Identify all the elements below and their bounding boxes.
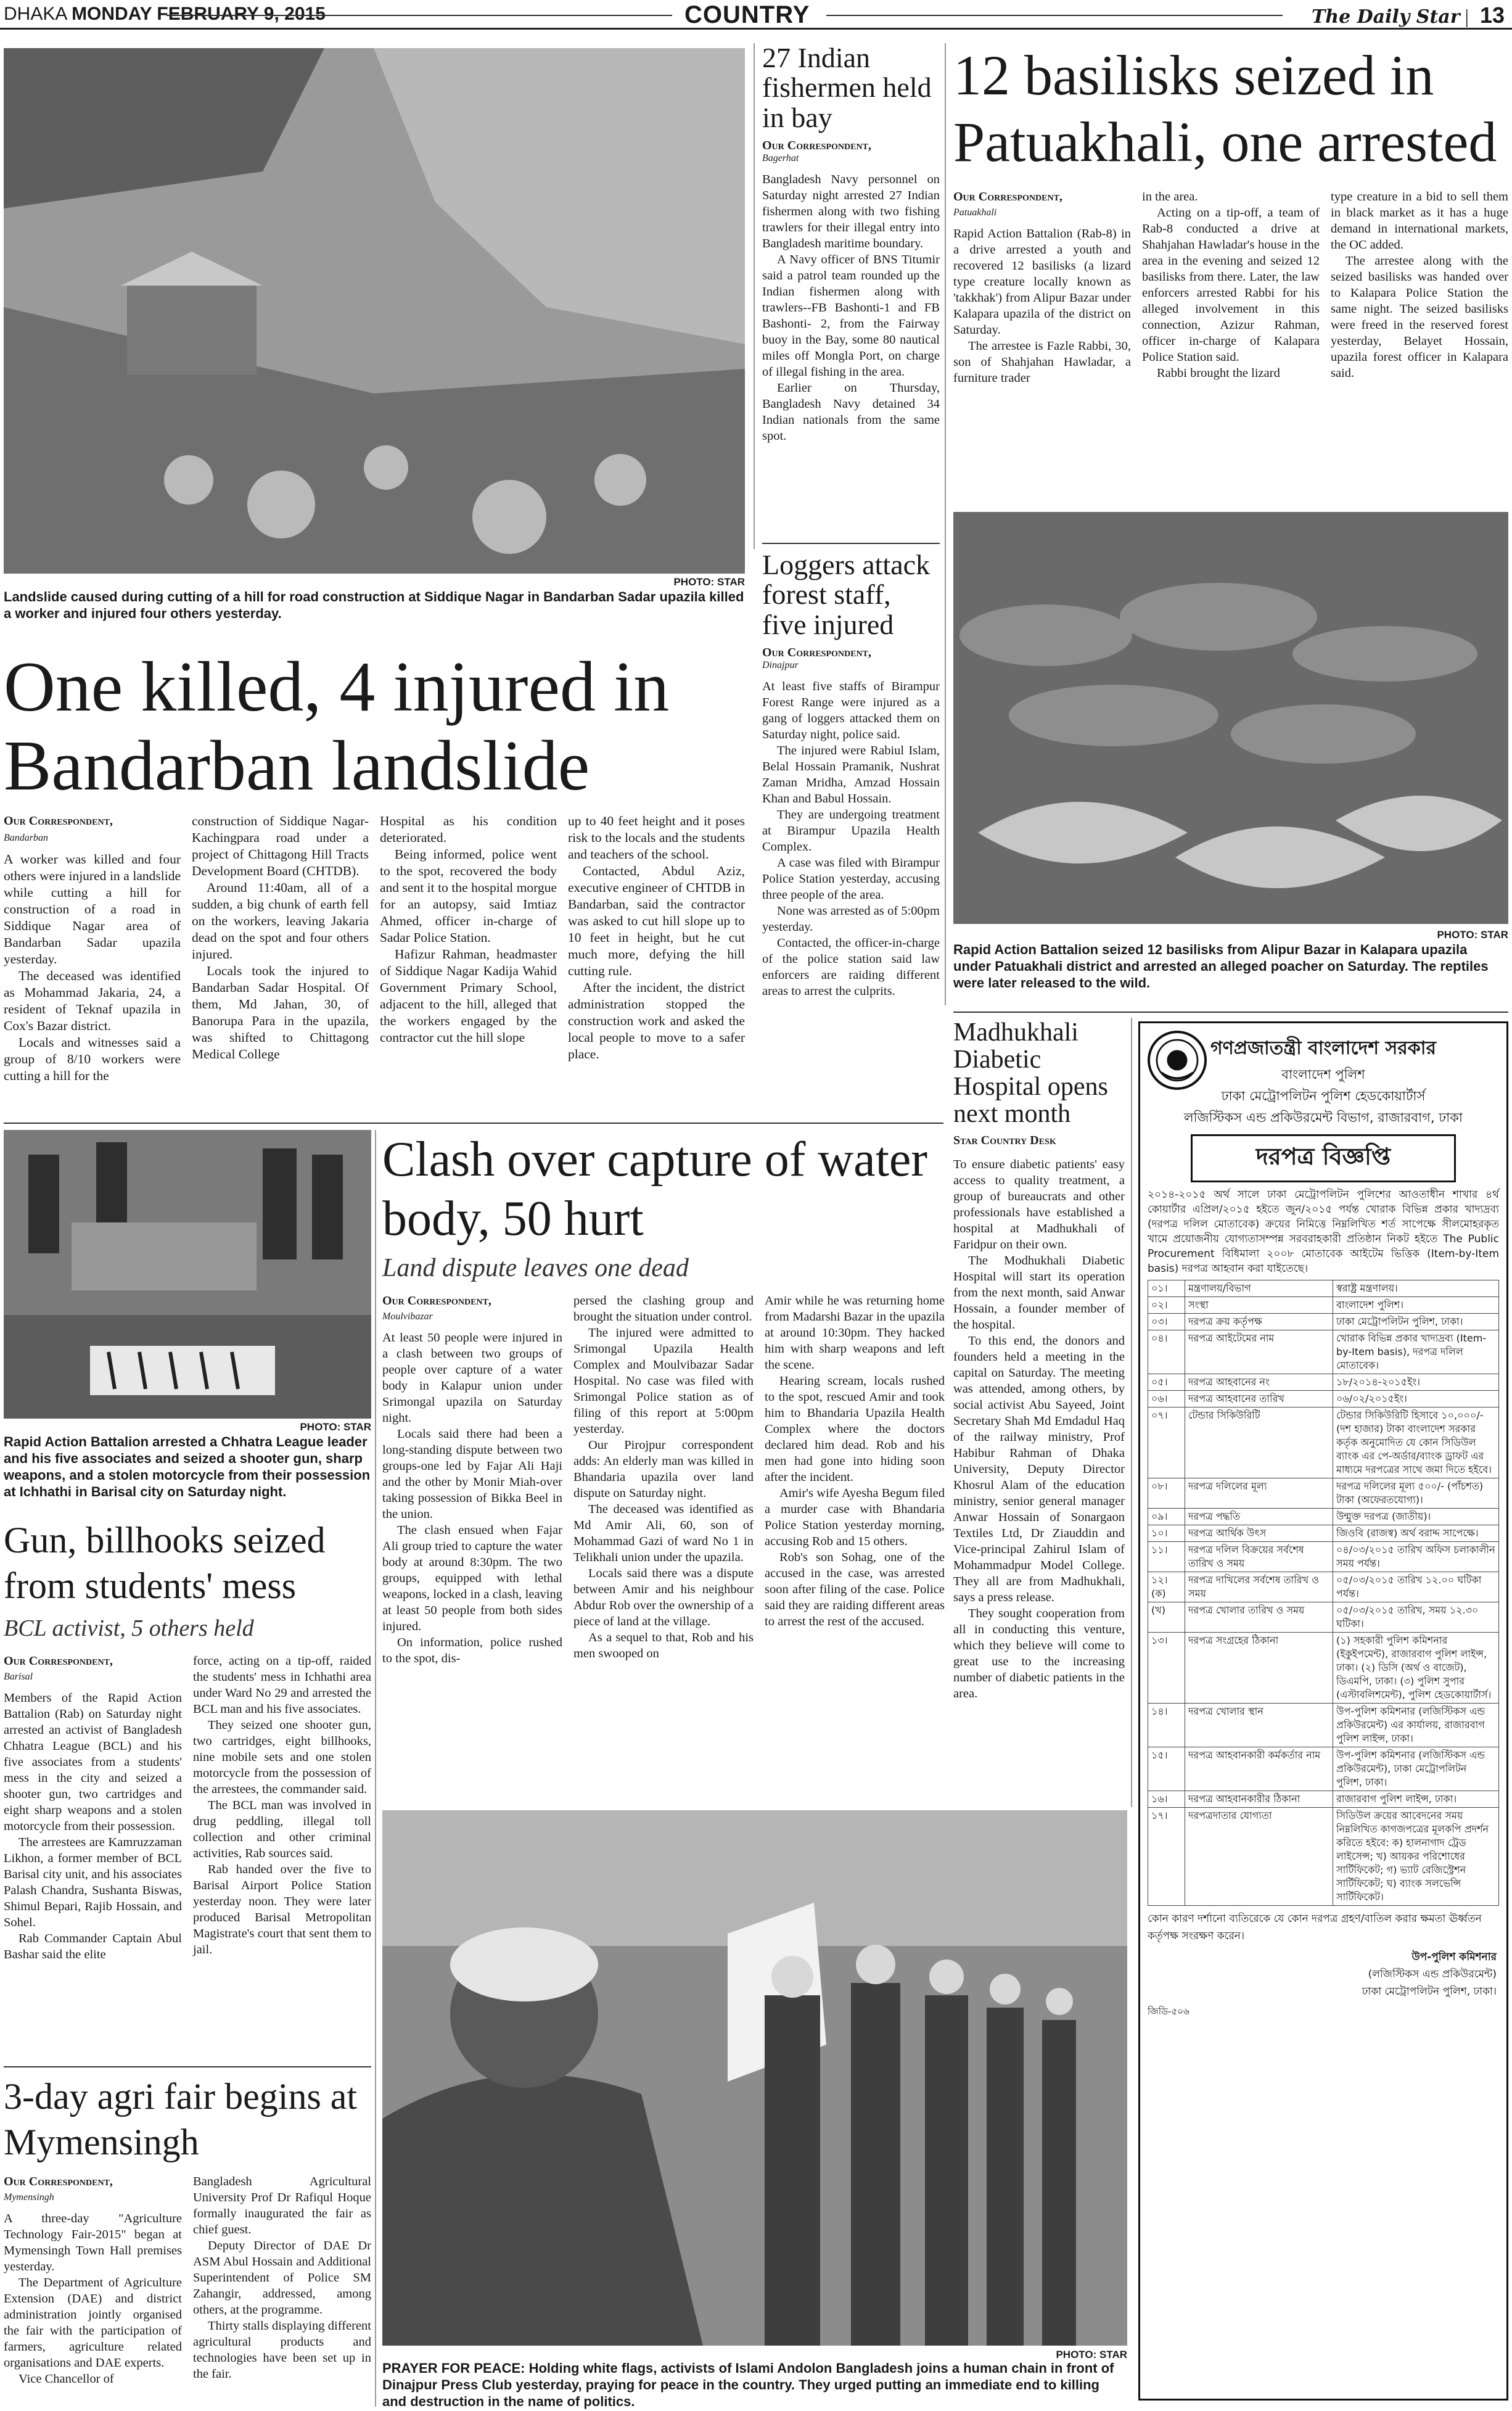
notice-cell: রাজারবাগ পুলিশ লাইন্স, ঢাকা। — [1333, 1791, 1499, 1808]
header-masthead: The Daily Star | 13 — [1311, 2, 1505, 28]
clash-headline: Clash over capture of water body, 50 hurt — [382, 1132, 928, 1246]
notice-row — [1148, 1478, 1499, 1509]
notice-cell: স্বরাষ্ট্র মন্ত্রণালয়। — [1333, 1280, 1499, 1297]
column-rule — [754, 43, 755, 549]
notice-cell: ০৮। — [1148, 1478, 1185, 1509]
column-rule — [375, 1130, 376, 2407]
clash-subhead: Land dispute leaves one dead — [382, 1254, 689, 1282]
rab-photo — [4, 1130, 371, 1419]
gun-col-2: force, acting on a tip-off, raided the students' mess in Ichhathi area under Ward No 29 and arrested the BCL man and his five associates. They seized one shooter gun, two cartridges, eight billhooks, nine mobile sets and one stolen motorcycle from the possession of the arrestees, the commander said. The BCL man was involved in drug peddling, illegal toll collection and other criminal activities, Rab sources said. Rab handed over the five to Barisal Airport Police Station yesterday noon. They were later produced Barisal Metropolitan Magistrate's court that sent them to jail. — [193, 1654, 371, 1956]
notice-cell: সংস্থা — [1185, 1297, 1333, 1314]
agri-byline: Our Correspondent, — [4, 2175, 113, 2188]
notice-cell: দরপত্র আহবানকারী কর্মকর্তার নাম — [1185, 1747, 1333, 1791]
notice-row — [1148, 1542, 1499, 1572]
notice-cell: ০৭। — [1148, 1407, 1185, 1478]
notice-cell: ০৯। — [1148, 1509, 1185, 1525]
fishermen-article — [762, 43, 940, 444]
lizard-photo-caption: Rapid Action Battalion seized 12 basilisks from Alipur Bazar in Kalapara upazila under Patuakhali district and arrested an alleged poacher on Saturday. The reptiles were later released to the wild. — [953, 942, 1489, 991]
notice-cell: উন্মুক্ত দরপত্র (জাতীয়)। — [1333, 1509, 1499, 1525]
notice-cell: (খ) — [1148, 1602, 1185, 1633]
notice-cell: ০৪। — [1148, 1330, 1185, 1374]
notice-cell: সিডিউল ক্রয়ের আবেদনের সময় নিম্নলিখিত কাগজপত্রের মূলকপি প্রদর্শন করিতে হইবে: ক) হালনাগাদ ট্রেড লাইসেন্স; খ) আয়কর পরিশোধের সার্টিফিকেট; গ) ভ্যাট রেজিস্ট্রেশন সার্টিফিকেট; ঘ) ব্যাংক সলভেন্সি সার্টিফিকেট। — [1333, 1808, 1499, 1906]
landslide-photo-credit: PHOTO: STAR — [673, 576, 745, 588]
loggers-byline: Our Correspondent, — [762, 645, 871, 659]
landslide-dateline: Bandarban — [4, 833, 48, 843]
notice-cell: খোরাক বিভিন্ন প্রকার খাদ্যদ্রব্য (Item-by-Item basis), দরপত্র দলিল মোতাবেক। — [1333, 1330, 1499, 1374]
notice-row — [1148, 1704, 1499, 1747]
notice-cell: ০২। — [1148, 1297, 1185, 1314]
notice-row — [1148, 1572, 1499, 1602]
notice-row — [1148, 1602, 1499, 1633]
notice-cell: ১১। — [1148, 1542, 1185, 1572]
basilisks-col-1: Rapid Action Battalion (Rab-8) in a drive arrested a youth and recovered 12 basilisks (a lizard type creature locally known as 'takkhak') from Alipur Bazar under Kalapara upazila of the district on Saturday. The arrestee is Fazle Rabbi, 30, son of Shahjahan Hawladar, a furniture trader — [953, 227, 1131, 385]
notice-table — [1148, 1280, 1499, 1906]
notice-cell: দরপত্র দলিল বিক্রয়ের সর্বশেষ তারিখ ও সময় — [1185, 1542, 1333, 1572]
notice-row — [1148, 1314, 1499, 1330]
landslide-photo-caption: Landslide caused during cutting of a hill for road construction at Siddique Nagar in Bandarban Sadar upazila killed a worker and injured four others yesterday. — [4, 589, 744, 621]
fishermen-headline: 27 Indian fishermen held in bay — [762, 42, 932, 133]
notice-cell: ১৭। — [1148, 1808, 1185, 1906]
notice-cell: ০৩। — [1148, 1314, 1185, 1330]
notice-cell: ০১। — [1148, 1280, 1185, 1297]
page-header — [0, 0, 1512, 30]
notice-cell: দরপত্র দলিলের মূল্য — [1185, 1478, 1333, 1509]
notice-cell: দরপত্র খোলার তারিখ ও সময় — [1185, 1602, 1333, 1633]
section-title: COUNTRY — [684, 1, 810, 28]
fishermen-dateline: Bagerhat — [762, 152, 799, 163]
agri-col-2: Bangladesh Agricultural University Prof Dr Rafiqul Hoque formally inaugurated the fair as chief guest. Deputy Director of DAE Dr ASM Abul Hossain and Additional Superintendent of Police SM Zahangir, addressed, among others, at the programme. Thirty stalls displaying different agricultural products and technologies have been set up in the fair. — [193, 2175, 371, 2381]
notice-row — [1148, 1374, 1499, 1391]
loggers-dateline: Dinajpur — [762, 659, 799, 670]
notice-cell: দরপত্রদাতার যোগ্যতা — [1185, 1808, 1333, 1906]
fishermen-body: Bangladesh Navy personnel on Saturday night arrested 27 Indian fishermen along with two fishing trawlers for their illegal entry into Bangladesh maritime boundary. A Navy officer of BNS Titumir said a patrol team rounded up the Indian fishermen along with trawlers--FB Bashonti-1 and FB Bashonti- 2, from the Fairway buoy in the Bay, some 80 nautical miles off Mongla Port, on charge of illegal fishing in the area. Earlier on Thursday, Bangladesh Navy detained 34 Indian nationals from the same spot. — [762, 172, 940, 443]
tender-notice — [1138, 1021, 1508, 2401]
clash-byline: Our Correspondent, — [382, 1294, 491, 1308]
landslide-col-1: A worker was killed and four others were injured in a landslide while cutting a hill for construction of a road in Siddique Nagar area of Bandarban Sadar upazila yesterday. The deceased was identified as Mohammad Jakaria, 24, a resident of Teknaf upazila in Cox's Bazar district. Locals and witnesses said a group of 8/10 workers were cutting a hill for the — [4, 852, 181, 1083]
diabetic-body: To ensure diabetic patients' easy access to quality treatment, a group of bureaucrats and other professionals have established a hospital at Madhukhali of Faridpur on their own. The Modhukhali Diabetic Hospital will start its operation from the next month, said Anwar Hossain, a founder member of the hospital. To this end, the donors and founders held a meeting in the capital on Saturday. The meeting was attended, among others, by social activist Abu Sayeed, Joint Secretary Shah Md Emdadul Haq of the railway ministry, Prof Habibur Rahman of Dhaka University, Deputy Director Khosrul Alam of the education ministry, senior general manager Anwar Hossain of Sonargaon Textiles Ltd, Dr Ziauddin and Vice-principal Zahirul Islam of Mohammadpur Model College. They all are from Madhukhali, says a press release. They sought cooperation from all in conducting this venture, which they believe will come to great use to the increasing number of diabetic patients in the area. — [953, 1158, 1125, 1701]
landslide-headline: One killed, 4 injured in Bandarban landslide — [4, 648, 670, 806]
notice-cell: দরপত্র পদ্ধতি — [1185, 1509, 1333, 1525]
gun-col-1: Members of the Rapid Action Battalion (Rab) on Saturday night arrested an activist of Bangladesh Chhatra League (BCL) and his five associates from a students' mess in the city and seized a shooter gun, two cartridges and eight sharp weapons and a stolen motorcycle from their possession. The arrestees are Kamruzzaman Likhon, a former member of BCL Barisal city unit, and his associates Palash Chandra, Sushanta Biswas, Shimul Bepari, Rajib Hossain, and Sohel. Rab Commander Captain Abul Bashar said the elite — [4, 1691, 182, 1961]
loggers-headline: Loggers attack forest staff, five injured — [762, 549, 931, 640]
notice-cell: ১৮/২০১৪-২০১৫ইং। — [1333, 1374, 1499, 1391]
agri-article — [4, 2074, 371, 2387]
notice-cell: জিওবি (রাজস্ব) অর্থ বরাদ্দ সাপেক্ষে। — [1333, 1525, 1499, 1542]
notice-row — [1148, 1808, 1499, 1906]
basilisks-col-3: type creature in a bid to sell them in black market as it has a huge demand in international markets, the OC added. The arrestee along with the seized basilisks was handed over to Kalapara Police Station the same night. The seized basilisks were freed in the reserved forest yesterday, Belayet Hossain, upazila forest officer in Kalapara said. — [1331, 190, 1508, 380]
notice-hq: ঢাকা মেট্রোপলিটন পুলিশ হেডকোয়ার্টার্স — [1221, 1089, 1426, 1103]
gun-dateline: Barisal — [4, 1671, 33, 1682]
notice-row — [1148, 1407, 1499, 1478]
clash-col-3: Amir while he was returning home from Madarshi Bazar in the upazila at around 10:30pm. They hacked him with sharp weapons and left the scene. Hearing scream, locals rushed to the spot, rescued Amir and took him to Bhandaria Upazila Health Complex where the doctors declared him dead. Rob and his men had gone into hiding soon after the incident. Amir's wife Ayesha Begum filed a murder case with Bhandaria Police Station yesterday morning, accusing Rob and 15 others. Rob's son Sohag, one of the accused in the case, was arrested soon after filing of the case. Police said they are raiding different areas to arrest the rest of the accused. — [765, 1294, 945, 1628]
diabetic-headline: Madhukhali Diabetic Hospital opens next month — [953, 1018, 1108, 1129]
prayer-photo-credit: PHOTO: STAR — [1056, 2349, 1127, 2360]
column-rule — [945, 43, 946, 1005]
divider — [953, 1012, 1508, 1013]
lizard-photo — [953, 512, 1508, 924]
notice-cell: দরপত্র দাখিলের সর্বশেষ তারিখ ও সময় — [1185, 1572, 1333, 1602]
landslide-article — [4, 813, 745, 1084]
diabetic-article — [953, 1019, 1125, 1702]
notice-cell: (১) সহকারী পুলিশ কমিশনার (ইকুইপমেন্ট), রাজারবাগ পুলিশ লাইন্স, ঢাকা। (২) ডিসি (অর্থ ও বাজেট), ডিএমপি, ঢাকা। (৩) পুলিশ সুপার (এস্টাবলিশমেন্ট), পুলিশ হেডকোয়ার্টার্স। — [1333, 1633, 1499, 1704]
gun-byline: Our Correspondent, — [4, 1654, 113, 1668]
clash-article — [382, 1130, 945, 1667]
divider — [4, 1123, 943, 1124]
header-dateline: DHAKA MONDAY FEBRUARY 9, 2015 — [4, 4, 326, 24]
landslide-col-3: Hospital as his condition deteriorated. Being informed, police went to the spot, recovered the body and sent it to the hospital morgue for an autopsy, said Imtiaz Ahmed, officer in-charge of Sadar Police Station. Hafizur Rahman, headmaster of Siddique Nagar Kadija Wahid Government Primary School, adjacent to the hill, alleged that the workers engaged by the contractor cut the hill slope — [380, 814, 557, 1045]
notice-cell: ১৪। — [1148, 1704, 1185, 1747]
notice-cell: দরপত্র আহবানের তারিখ — [1185, 1391, 1333, 1407]
landslide-col-4: up to 40 feet height and it poses risk to the locals and the students and teachers of the school. Contacted, Abdul Aziz, executive engineer of CHTDB in Bandarban, said the contractor was asked to cut hill slope up to 10 feet in height, but he cut much more, defying the hill cutting rule. After the incident, the district administration stopped the construction work and asked the local people to move to a safer place. — [568, 814, 745, 1061]
header-rule-right — [826, 15, 1283, 16]
notice-row — [1148, 1525, 1499, 1542]
notice-cell: মন্ত্রণালয়/বিভাগ — [1185, 1280, 1333, 1297]
notice-cell: দরপত্র আইটেমের নাম — [1185, 1330, 1333, 1374]
clash-col-2: persed the clashing group and brought the situation under control. The injured were admitted to Srimongal Upazila Health Complex and Moulvibazar Sadar Hospital. No case was filed with Srimongal Police station as of filing of this report at 5:00pm yesterday. Our Pirojpur correspondent adds: An elderly man was killed in Bhandaria upazila over land dispute on Saturday night. The deceased was identified as Md Amir Ali, 60, son of Mohammad Gazi of ward No 1 in Telikhali union under the upazila. Locals said there was a dispute between Amir and his neighbour Abdur Rob over the ownership of a piece of land at the village. As a sequel to that, Rob and his men swooped on — [573, 1294, 754, 1660]
notice-cell: টেন্ডার সিকিউরিটি — [1185, 1407, 1333, 1478]
notice-cell: দরপত্র ক্রয় কর্তৃপক্ষ — [1185, 1314, 1333, 1330]
gun-subhead: BCL activist, 5 others held — [4, 1615, 254, 1641]
notice-cell: ১৫। — [1148, 1747, 1185, 1791]
prayer-photo — [382, 1810, 1127, 2346]
lizard-photo-credit: PHOTO: STAR — [1437, 929, 1508, 941]
rab-photo-credit: PHOTO: STAR — [300, 1421, 371, 1433]
divider — [4, 2066, 371, 2067]
prayer-photo-caption: PRAYER FOR PEACE: Holding white flags, activists of Islami Andolon Bangladesh joins a human chain in front of Dinajpur Press Club yesterday, praying for peace in the country. They urged putting an immediate end to killing and destruction in the name of politics. — [382, 2360, 1114, 2409]
notice-cell: দরপত্র আহবানের নং — [1185, 1374, 1333, 1391]
notice-cell: ০৫/০৩/২০১৫ তারিখ ১২.০০ ঘটিকা পর্যন্ত। — [1333, 1572, 1499, 1602]
notice-footnote: কোন কারণ দর্শানো ব্যতিরেকে যে কোন দরপত্র গ্রহণ/বাতিল করার ক্ষমতা ঊর্ধ্বতন কর্তৃপক্ষ সংরক্ষণ করেন। — [1148, 1913, 1482, 1942]
diabetic-byline: Star Country Desk — [953, 1134, 1056, 1148]
notice-row — [1148, 1330, 1499, 1374]
notice-cell: দরপত্র খোলার স্থান — [1185, 1704, 1333, 1747]
notice-row — [1148, 1791, 1499, 1808]
notice-cell: উপ-পুলিশ কমিশনার (লজিস্টিকস এন্ড প্রকিউরমেন্ট) এর কার্যালয়, রাজারবাগ পুলিশ লাইন্স, ঢাকা। — [1333, 1704, 1499, 1747]
notice-cell: ০৫/০৩/২০১৫ তারিখ, সময় ১২.৩০ ঘটিকা। — [1333, 1602, 1499, 1633]
landslide-col-2: construction of Siddique Nagar-Kachingpara road under a project of Chittagong Hill Tracts Development Board (CHTDB). Around 11:40am, all of a sudden, a big chunk of earth fell on the workers, leaving Jakaria dead on the spot and four others injured. Locals took the injured to Bandarban Sadar Hospital. Of them, Md Jahan, 30, of Banorupa Para in the upazila, was shifted to Chittagong Medical College — [192, 814, 369, 1061]
basilisks-headline: 12 basilisks seized in Patuakhali, one arrested — [953, 44, 1497, 173]
basilisks-byline: Our Correspondent, — [953, 190, 1062, 204]
notice-cell: ০৬/০২/২০১৫ইং। — [1333, 1391, 1499, 1407]
notice-cell: বাংলাদেশ পুলিশ। — [1333, 1297, 1499, 1314]
notice-division: লজিস্টিকস এন্ড প্রকিউরমেন্ট বিভাগ, রাজারবাগ, ঢাকা — [1183, 1110, 1463, 1125]
government-emblem-icon — [1148, 1031, 1207, 1090]
rab-photo-caption: Rapid Action Battalion arrested a Chhatra League leader and his five associates and seized a shooter gun, sharp weapons, and a stolen motorcycle from their possession at Ichhathi in Barisal city on Saturday night. — [4, 1434, 371, 1499]
clash-col-1: At least 50 people were injured in a clash between two groups of people over capture of a water body in Kalapur union under Srimongal upazila on Saturday night. Locals said there had been a long-standing dispute between two groups-one led by Fajar Ali Haji and the other by Monir Miah-over taking possession of Bikka Beel in the union. The clash ensued when Fajar Ali group tried to capture the water body at around 8:30pm. The two groups, equipped with lethal weapons, locked in a clash, leaving at least 50 people from both sides injured. On information, police rushed to the spot, dis- — [382, 1331, 562, 1665]
notice-cell: উপ-পুলিশ কমিশনার (লজিস্টিকস এন্ড প্রকিউরমেন্ট), ঢাকা মেট্রোপলিটন পুলিশ, ঢাকা। — [1333, 1747, 1499, 1791]
notice-cell: ১৩। — [1148, 1633, 1185, 1704]
basilisks-col-2: in the area. Acting on a tip-off, a team of Rab-8 conducted a drive at Shahjahan Hawladar's house in the area in the evening and seized 12 basilisks from there. Later, the law enforcers arrested Rabbi for his alleged involvement in this connection, Azizur Rahman, officer in-charge of Kalapara Police Station said. Rabbi brought the lizard — [1142, 190, 1320, 380]
notice-row — [1148, 1280, 1499, 1297]
notice-row — [1148, 1509, 1499, 1525]
notice-cell: দরপত্র দলিলের মূল্য ৫০০/- (পাঁচশত) টাকা (অফেরতযোগ্য)। — [1333, 1478, 1499, 1509]
notice-cell: ০৬। — [1148, 1391, 1185, 1407]
loggers-article — [762, 550, 940, 999]
header-rule-left — [166, 15, 672, 16]
notice-cell: দরপত্র আর্থিক উৎস — [1185, 1525, 1333, 1542]
landslide-byline: Our Correspondent, — [4, 814, 113, 828]
clash-dateline: Moulvibazar — [382, 1311, 433, 1322]
gun-article — [4, 1517, 371, 1963]
agri-headline: 3-day agri fair begins at Mymensingh — [4, 2076, 358, 2162]
notice-cell: ১২। (ক) — [1148, 1572, 1185, 1602]
notice-dept: বাংলাদেশ পুলিশ — [1281, 1067, 1365, 1082]
basilisks-dateline: Patuakhali — [953, 207, 997, 218]
notice-signature: উপ-পুলিশ কমিশনার (লজিস্টিকস এন্ড প্রকিউরমেন্ট) ঢাকা মেট্রোপলিটন পুলিশ, ঢাকা। — [1362, 1951, 1497, 1998]
fishermen-byline: Our Correspondent, — [762, 138, 871, 152]
notice-cell: দরপত্র আহবানকারীর ঠিকানা — [1185, 1791, 1333, 1808]
notice-row — [1148, 1633, 1499, 1704]
notice-row — [1148, 1747, 1499, 1791]
agri-col-1: A three-day "Agriculture Technology Fair-2015" began at Mymensingh Town Hall premises yesterday. The Department of Agriculture Extension (DAE) and district administration jointly organised the fair with the participation of farmers, agriculture related organisations and DAE experts. Vice Chancellor of — [4, 2212, 182, 2386]
column-rule — [1131, 1018, 1132, 1807]
landslide-photo — [4, 48, 745, 574]
notice-cell: ১৬। — [1148, 1791, 1185, 1808]
notice-cell: দরপত্র সংগ্রহের ঠিকানা — [1185, 1633, 1333, 1704]
notice-cell: টেন্ডার সিকিউরিটি হিসাবে ১০,০০০/- (দশ হাজার) টাকা বাংলাদেশ সরকার কর্তৃক অনুমোদিত যে কোন সিডিউল ব্যাংক এর পে-অর্ডার/ব্যাংক ড্রাফট এর মাধ্যমে দরপত্রের সাথে জমা দিতে হইবে। — [1333, 1407, 1499, 1478]
notice-cell: ০৪/০৩/২০১৫ তারিখ অফিস চলাকালীন সময় পর্যন্ত। — [1333, 1542, 1499, 1572]
notice-title: দরপত্র বিজ্ঞপ্তি — [1191, 1134, 1456, 1182]
notice-intro: ২০১৪-২০১৫ অর্থ সালে ঢাকা মেট্রোপলিটন পুলিশের আওতাধীন শাখার ৪র্থ কোয়ার্টার এপ্রিল/২০১৫ হইতে জুন/২০১৫ পর্যন্ত খোরাক বিভিন্ন প্রকার খাদ্যদ্রব্য (দরপত্র দলিল মোতাবেক) ক্রয়ের নিমিত্তে নিম্নলিখিত শর্ত সাপেক্ষে সীলমোহরকৃত খামে প্রয়োজনীয় যোগ্যতাসম্পন্ন সরবরাহকারী প্রতিষ্ঠান নিকট হইতে The Public Procurement বিধিমালা ২০০৮ মোতাবেক আইটেম ভিত্তিক (Item-by-Item basis) দরপত্র আহবান করা যাইতেছে। — [1148, 1189, 1499, 1275]
agri-dateline: Mymensingh — [4, 2192, 54, 2203]
basilisks-article — [953, 42, 1508, 386]
notice-row — [1148, 1297, 1499, 1314]
notice-cell: ১০। — [1148, 1525, 1185, 1542]
notice-row — [1148, 1391, 1499, 1407]
gun-headline: Gun, billhooks seized from students' mess — [4, 1520, 326, 1606]
notice-cell: ০৫। — [1148, 1374, 1185, 1391]
page-number: 13 — [1479, 2, 1505, 28]
notice-gov: গণপ্রজাতন্ত্রী বাংলাদেশ সরকার — [1210, 1037, 1436, 1059]
loggers-body: At least five staffs of Birampur Forest Range were injured as a gang of loggers attacked them on Saturday night, police said. The injured were Rabiul Islam, Belal Hossain Pramanik, Nushrat Zaman Mridha, Amzad Hossain Khan and Babul Hossain. They are undergoing treatment at Birampur Upazila Health Complex. A case was filed with Birampur Police Station yesterday, accusing three people of the area. None was arrested as of 5:00pm yesterday. Contacted, the officer-in-charge of the police station said law enforcers are raiding different areas to arrest the culprits. — [762, 679, 940, 998]
divider — [762, 543, 940, 544]
notice-code: জিডি-৫০৬ — [1148, 2006, 1189, 2017]
notice-cell: ঢাকা মেট্রোপলিটন পুলিশ, ঢাকা। — [1333, 1314, 1499, 1330]
